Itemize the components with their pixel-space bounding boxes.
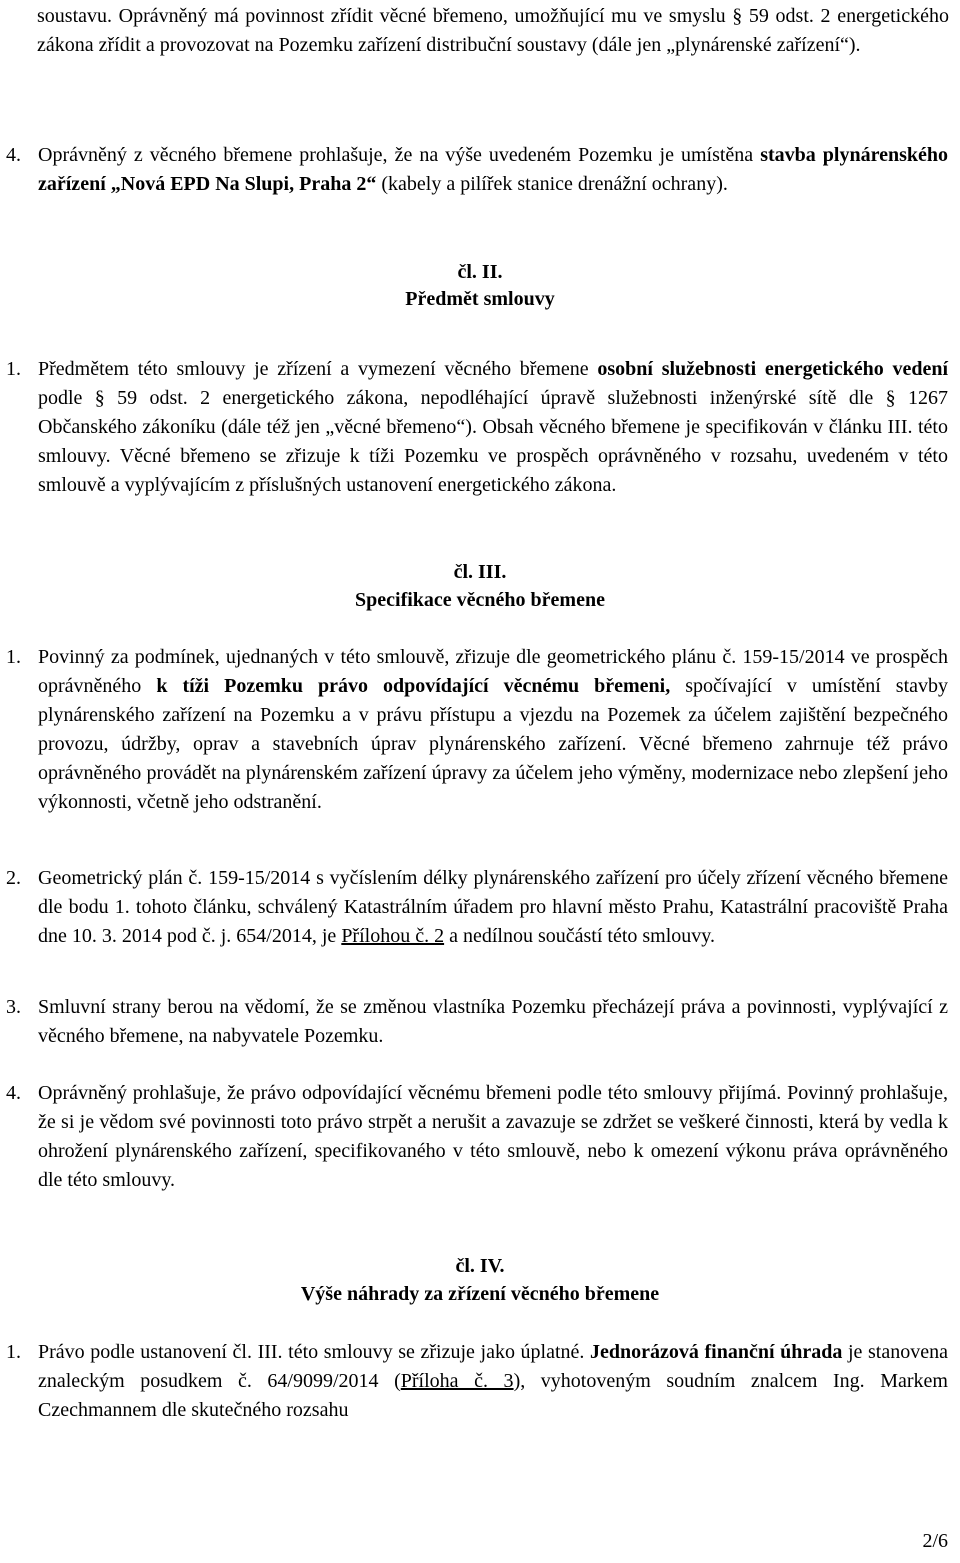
- item-number: 1.: [6, 1341, 21, 1363]
- article-2-number: čl. II.: [457, 261, 503, 283]
- item-number: 4.: [6, 1082, 21, 1104]
- attachment-2-link[interactable]: Přílohou č. 2: [341, 925, 445, 947]
- intro-paragraph: soustavu. Oprávněný má povinnost zřídit věcné břemeno, umožňující mu ve smyslu § 59 odst. 2 energetického zákona zřídit a provozovat na Pozemku zařízení distribuční soustavy (dále jen „plynárenské zařízení“).: [37, 5, 949, 56]
- attachment-3-link[interactable]: Příloha č. 3: [400, 1370, 514, 1392]
- paragraph-text: Právo podle ustanovení čl. III. této smlouvy se zřizuje jako úplatné. Jednorázová finanční úhrada je stanovena znaleckým posudkem č. 64/9099/2014 (Příloha č. 3), vyhotoveným soudním znalcem Ing. Markem Czechmannem dle skutečného rozsahu: [38, 1341, 948, 1421]
- article-4-title: Výše náhrady za zřízení věcného břemene: [300, 1283, 660, 1305]
- article-3-number: čl. III.: [453, 561, 507, 583]
- paragraph-text: Smluvní strany berou na vědomí, že se změnou vlastníka Pozemku přecházejí práva a povinnosti, vyplývající z věcného břemene, na nabyvatele Pozemku.: [38, 996, 948, 1047]
- paragraph-text: Oprávněný prohlašuje, že právo odpovídající věcnému břemeni podle této smlouvy přijímá. Povinný prohlašuje, že si je vědom své povinnosti toto právo strpět a nerušit a zavazuje se zdržet se veškeré činnosti, která by vedla k ohrožení plynárenského zařízení, specifikovaného v této smlouvě, nebo k omezení výkonu práva oprávněného dle této smlouvy.: [38, 1082, 948, 1191]
- item-number: 3.: [6, 996, 21, 1018]
- page-number: 2/6: [922, 1530, 948, 1552]
- item-number: 1.: [6, 358, 21, 380]
- article-3-title: Specifikace věcného břemene: [355, 589, 605, 611]
- item-number: 2.: [6, 867, 21, 889]
- article-2-title: Předmět smlouvy: [405, 288, 555, 310]
- item-4-text: Oprávněný z věcného břemene prohlašuje, že na výše uvedeném Pozemku je umístěna stavba plynárenského zařízení „Nová EPD Na Slupi, Praha 2“ (kabely a pilířek stanice drenážní ochrany).: [38, 144, 949, 195]
- item-number: 4.: [6, 144, 21, 166]
- paragraph-text: Předmětem této smlouvy je zřízení a vymezení věcného břemene osobní služebnosti energetického vedení podle § 59 odst. 2 energetického zákona, nepodléhající úpravě služebnosti inženýrské sítě dle § 1267 Občanského zákoníku (dále též jen „věcné břemeno“). Obsah věcného břemene je specifikován v článku III. této smlouvy. Věcné břemeno se zřizuje k tíži Pozemku ve prospěch oprávněného v rozsahu, uvedeném v této smlouvě a vyplývajícím z příslušných ustanovení energetického zákona.: [38, 358, 948, 496]
- paragraph-text: Geometrický plán č. 159-15/2014 s vyčíslením délky plynárenského zařízení pro účely zřízení věcného břemene dle bodu 1. tohoto článku, schválený Katastrálním úřadem pro hlavní město Prahu, Katastrální pracoviště Praha dne 10. 3. 2014 pod č. j. 654/2014, je Přílohou č. 2 a nedílnou součástí této smlouvy.: [38, 867, 948, 947]
- item-number: 1.: [6, 646, 21, 668]
- article-4-number: čl. IV.: [455, 1255, 505, 1277]
- paragraph-text: Povinný za podmínek, ujednaných v této smlouvě, zřizuje dle geometrického plánu č. 159-15/2014 ve prospěch oprávněného k tíži Pozemku právo odpovídající věcnému břemeni, spočívající v umístění stavby plynárenského zařízení na Pozemku a v právu přístupu a vjezdu na Pozemek za účelem zajištění bezpečného provozu, údržby, oprav a stavebních úprav plynárenského zařízení. Věcné břemeno zahrnuje též právo oprávněného provádět na plynárenském zařízení úpravy za účelem jeho výměny, modernizace nebo zlepšení jeho výkonnosti, včetně jeho odstranění.: [38, 646, 949, 813]
